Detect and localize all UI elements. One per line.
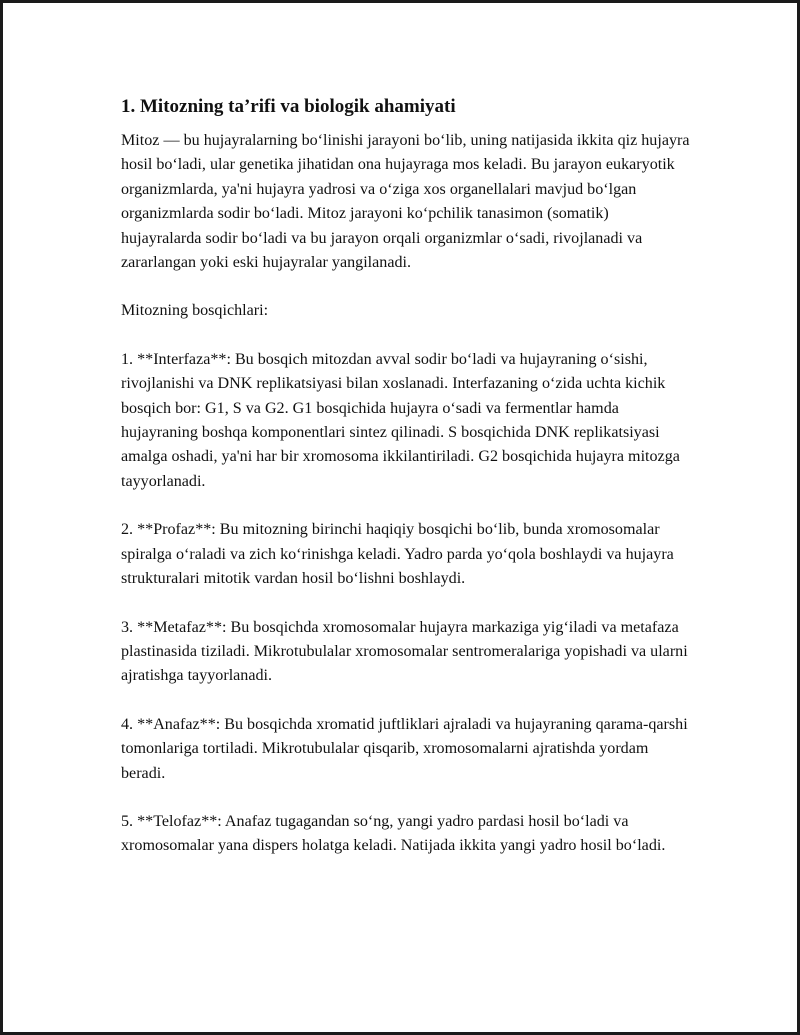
paragraph-profaz: 2. **Profaz**: Bu mitozning birinchi haqiqiy bosqichi boʻlib, bunda xromosomalar spiralga oʻraladi va zich koʻrinishga keladi. Yadro parda yoʻqola boshlaydi va hujayra strukturalari mitotik vardan hosil boʻlishni boshlaydi. xyxy=(121,521,674,588)
document-body xyxy=(121,95,693,883)
paragraph-anafaz: 4. **Anafaz**: Bu bosqichda xromatid juftliklari ajraladi va hujayraning qarama-qarshi tomonlariga tortiladi. Mikrotubulalar qisqarib, xromosomalarni ajratishda yordam beradi. xyxy=(121,715,688,782)
paragraph-telofaz: 5. **Telofaz**: Anafaz tugagandan soʻng, yangi yadro pardasi hosil boʻladi va xromosomalar yana dispers holatga keladi. Natijada ikkita yangi yadro hosil boʻladi. xyxy=(121,812,666,855)
paragraph-interfaza: 1. **Interfaza**: Bu bosqich mitozdan avval sodir boʻladi va hujayraning oʻsishi, rivojlanishi va DNK replikatsiyasi bilan xoslanadi. Interfazaning oʻzida uchta kichik bosqich bor: G1, S va G2. G1 bosqichida hujayra oʻsadi va fermentlar hamda hujayraning boshqa komponentlari sintez qilinadi. S bosqichida DNK replikatsiyasi amalga oshadi, ya'ni har bir xromosoma ikkilantiriladi. G2 bosqichida hujayra mitozga tayyorlanadi. xyxy=(121,350,680,490)
paragraph-definition: Mitoz — bu hujayralarning boʻlinishi jarayoni boʻlib, uning natijasida ikkita qiz hujayra hosil boʻladi, ular genetika jihatidan ona hujayraga mos keladi. Bu jarayon eukaryotik organizmlarda, ya'ni hujayra yadrosi va oʻziga xos organellalari mavjud boʻlgan organizmlarda sodir boʻladi. Mitoz jarayoni koʻpchilik tanasimon (somatik) hujayralarda sodir boʻladi va bu jarayon orqali organizmlar oʻsadi, rivojlanadi va zararlangan yoki eski hujayralar yangilanadi. xyxy=(121,132,690,272)
paragraph-stages-intro: Mitozning bosqichlari: xyxy=(121,302,269,320)
section-heading: 1. Mitozning ta’rifi va biologik ahamiyati xyxy=(121,96,456,117)
paragraph-metafaz: 3. **Metafaz**: Bu bosqichda xromosomalar hujayra markaziga yigʻiladi va metafaza plastinasida tiziladi. Mikrotubulalar xromosomalar sentromeralariga yopishadi va ularni ajratishga tayyorlanadi. xyxy=(121,618,688,685)
